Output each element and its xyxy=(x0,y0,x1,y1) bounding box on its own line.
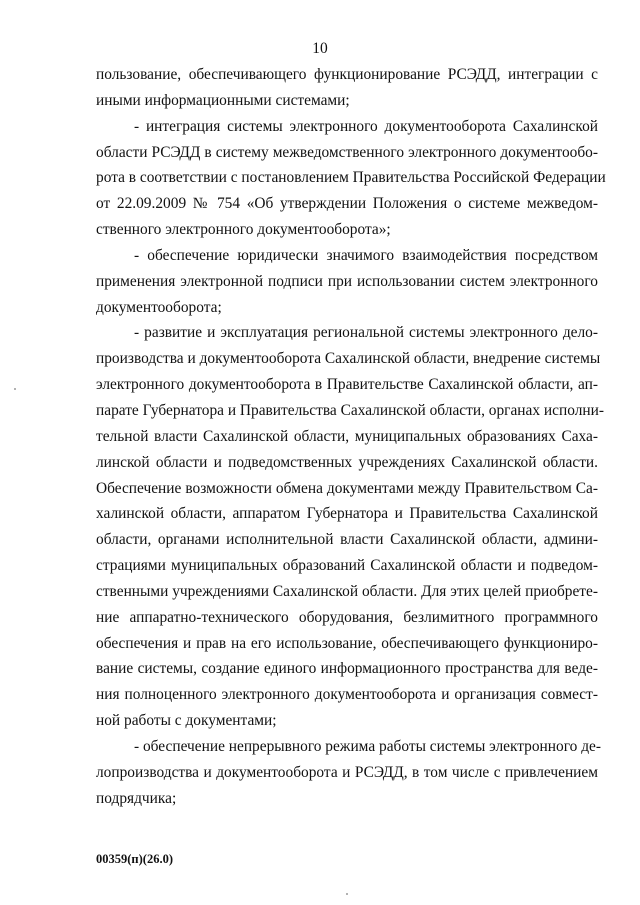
text-line: Обеспечение возможности обмена документами между Правительством Са- xyxy=(96,479,598,497)
document-body xyxy=(96,62,606,811)
text-line: обеспечения и прав на его использование, обеспечивающего функциониро- xyxy=(96,634,598,652)
text-line: области РСЭДД в систему межведомственного электронного документообо- xyxy=(96,143,598,161)
text-line: производства и документооборота Сахалинской области, внедрение системы xyxy=(96,350,601,368)
text-line: электронного документооборота в Правительстве Сахалинской области, ап- xyxy=(96,376,598,394)
scan-speck xyxy=(14,388,16,390)
text-line: вание системы, создание единого информационного пространства для веде- xyxy=(96,660,598,678)
page-number: 10 xyxy=(312,40,328,57)
text-line: халинской области, аппаратом Губернатора и Правительства Сахалинской xyxy=(96,505,598,523)
scan-speck xyxy=(346,893,348,895)
text-line: лопроизводства и документооборота и РСЭДД, в том числе с привлечением xyxy=(96,763,598,781)
text-line: ственного электронного документооборота»; xyxy=(96,221,391,239)
text-line: иными информационными системами; xyxy=(96,91,350,109)
text-line: - интеграция системы электронного документооборота Сахалинской xyxy=(134,117,598,135)
text-line: ния полноценного электронного документооборота и организация совмест- xyxy=(96,686,598,704)
text-line: подрядчика; xyxy=(96,789,177,807)
text-line: ной работы с документами; xyxy=(96,712,277,730)
document-code: 00359(п)(26.0) xyxy=(96,852,173,866)
text-line: - обеспечение юридически значимого взаимодействия посредством xyxy=(134,246,598,264)
text-line: - обеспечение непрерывного режима работы системы электронного де- xyxy=(134,737,601,755)
text-line: пользование, обеспечивающего функционирование РСЭДД, интеграции с xyxy=(96,66,598,83)
text-line: рота в соответствии с постановлением Правительства Российской Федерации xyxy=(96,169,606,187)
text-line: парате Губернатора и Правительства Сахалинской области, органах исполни- xyxy=(96,401,604,419)
text-line: документооборота; xyxy=(96,298,222,316)
text-line: ние аппаратно-технического оборудования, безлимитного программного xyxy=(96,608,598,626)
text-line: ственными учреждениями Сахалинской области. Для этих целей приобрете- xyxy=(96,582,598,600)
text-line: тельной власти Сахалинской области, муниципальных образованиях Саха- xyxy=(96,427,598,445)
text-line: линской области и подведомственных учреждениях Сахалинской области. xyxy=(96,453,598,471)
text-line: - развитие и эксплуатация региональной системы электронного дело- xyxy=(134,324,598,342)
text-line: применения электронной подписи при использовании систем электронного xyxy=(96,272,598,290)
text-line: области, органами исполнительной власти Сахалинской области, админи- xyxy=(96,531,598,549)
text-line: страциями муниципальных образований Сахалинской области и подведом- xyxy=(96,557,598,575)
text-line: от 22.09.2009 № 754 «Об утверждении Положения о системе межведом- xyxy=(96,195,598,213)
